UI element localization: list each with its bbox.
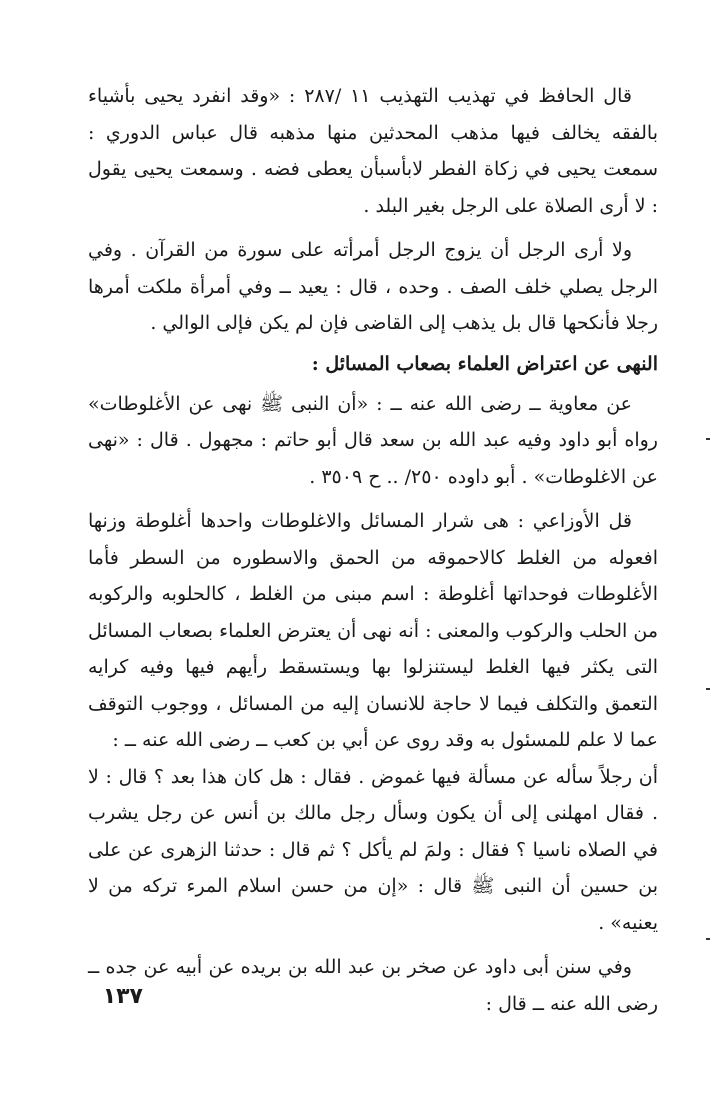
section-heading: النهى عن اعتراض العلماء بصعاب المسائل : [311, 352, 658, 375]
paragraph-2: ولا أرى الرجل أن يزوج الرجل أمرأته على سورة من القرآن . وفي الرجل يصلي خلف الصف . وحده ، قال : يعيد ــ وفي أمرأة ملكت أمرها رجلا فأنكحها قال بل يذهب إلى القاضى فإن لم يكن فإلى الوالي . [88, 239, 658, 334]
paragraph-4: قل الأوزاعي : هى شرار المسائل والاغلوطات واحدها أغلوطة وزنها افعوله من الغلط كالاحموقه من الحمق والاسطوره من السطر فأما الأغلوطات فوحداتها أغلوطة : اسم مبنى من الغلط ، كالحلوبه والركوبه من الحلب والركوب والمعنى : أنه نهى أن يعترض العلماء بصعاب المسائل التى يكثر فيها الغلط ليستنزلوا بها ويستسقط رأيهم فيها وفيه كرايه التعمق والتكلف فيما لا حاجة للانسان إليه من المسائل ، ووجوب التوقف عما لا علم للمسئول به وقد روى عن أبي بن كعب ــ رضى الله عنه ــ : [87, 510, 658, 751]
paragraph-3: عن معاوية ــ رضى الله عنه ــ : «أن النبى ﷺ نهى عن الأغلوطات» رواه أبو داود وفيه عبد الله بن سعد قال أبو حاتم : مجهول . قال : «نهى عن الاغلوطات» . أبو داوده ٢٥٠/ .. ح ٣٥٠٩ . [88, 392, 658, 488]
paragraph-5: أن رجلاً سأله عن مسألة فيها غموض . فقال : هل كان هذا بعد ؟ قال : لا . فقال امهلنى إلى أن يكون وسأل رجل مالك بن أنس عن رجل يشرب في الصلاه ناسيا ؟ فقال : ولمَ لم يأكل ؟ ثم قال : حدثنا الزهرى عن على بن حسين أن النبى ﷺ قال : «إن من حسن اسلام المرء تركه من لا يعنيه» . [88, 765, 658, 934]
margin-tick-1 [706, 438, 710, 440]
margin-tick-2 [706, 688, 710, 690]
paragraph-6: وفي سنن أبى داود عن صخر بن عبد الله بن بريده عن أبيه عن جده ــ رضى الله عنه ــ قال : [88, 956, 658, 1015]
page-number: ١٣٧ [102, 984, 143, 1009]
margin-tick-3 [706, 938, 710, 940]
paragraph-1: قال الحافظ في تهذيب التهذيب ١١ /٢٨٧ : «وقد انفرد يحيى بأشياء بالفقه يخالف فيها مذهب المحدثين منها مذهبه قال عباس الدوري : سمعت يحيى في زكاة الفطر لابأسبأن يعطى فضه . وسمعت يحيى يقول : لا أرى الصلاة على الرجل بغير البلد . [88, 85, 658, 217]
page-body [88, 78, 658, 1022]
